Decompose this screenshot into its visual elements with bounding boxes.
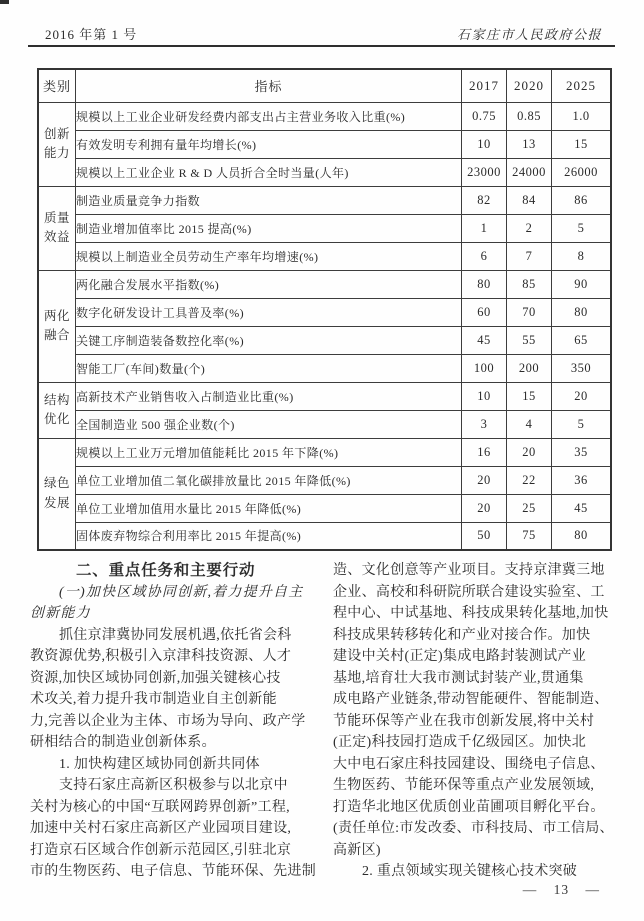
- gazette-title: 石家庄市人民政府公报: [456, 27, 602, 42]
- body-text-line: 教资源优势,积极引入京津科技资源、人才: [30, 649, 292, 664]
- value-cell: 55: [507, 326, 552, 354]
- value-cell: 20: [462, 466, 507, 494]
- indicator-cell: 关键工序制造装备数控化率(%): [76, 326, 462, 354]
- value-cell: 35: [552, 438, 612, 466]
- body-text-line: 生物医药、节能环保等重点产业发展领域,: [333, 778, 595, 793]
- value-cell: 5: [552, 410, 612, 438]
- indicator-cell: 全国制造业 500 强企业数(个): [76, 410, 462, 438]
- indicator-cell: 单位工业增加值用水量比 2015 年降低(%): [76, 494, 462, 522]
- table-header-row: [38, 69, 611, 102]
- body-text-line: 术攻关,着力提升我市制造业自主创新能: [30, 692, 277, 707]
- issue-number: 2016 年第 1 号: [45, 27, 138, 42]
- value-cell: 25: [507, 494, 552, 522]
- body-text-line: 1. 加快构建区域协同创新共同体: [59, 756, 260, 772]
- body-text-line: 基地,培育壮大我市测试封装产业,贯通集: [333, 670, 584, 686]
- indicator-cell: 规模以上制造业全员劳动生产率年均增速(%): [76, 242, 462, 270]
- value-cell: 3: [462, 410, 507, 438]
- category-cell: 两化融合: [38, 270, 76, 382]
- indicator-row: [38, 186, 611, 214]
- value-cell: 50: [462, 522, 507, 550]
- indicator-row: [38, 354, 611, 382]
- value-cell: 200: [507, 354, 552, 382]
- value-cell: 20: [552, 382, 612, 410]
- body-text-line: 资源,加快区域协同创新,加强关键核心技: [30, 670, 281, 686]
- value-cell: 75: [507, 522, 552, 550]
- value-cell: 100: [462, 354, 507, 382]
- value-cell: 20: [462, 494, 507, 522]
- body-text-line: 2. 重点领域实现关键核心技术突破: [362, 864, 578, 879]
- indicator-cell: 两化融合发展水平指数(%): [76, 270, 462, 298]
- value-cell: 7: [507, 242, 552, 270]
- indicator-cell: 智能工厂(车间)数量(个): [76, 354, 462, 382]
- value-cell: 15: [507, 382, 552, 410]
- body-text-line: 研相结合的制造业创新体系。: [30, 735, 216, 750]
- value-cell: 86: [552, 186, 612, 214]
- body-text-line: 支持石家庄高新区积极参与以北京中: [59, 778, 288, 793]
- indicator-cell: 固体废弃物综合利用率比 2015 年提高(%): [76, 522, 462, 550]
- indicator-cell: 制造业质量竞争力指数: [76, 186, 462, 214]
- indicator-cell: 规模以上工业万元增加值能耗比 2015 年下降(%): [76, 438, 462, 466]
- body-text-line: 成电路产业链条,带动智能硬件、智能制造、: [333, 692, 609, 707]
- value-cell: 36: [552, 466, 612, 494]
- indicator-row: [38, 410, 611, 438]
- value-cell: 80: [462, 270, 507, 298]
- value-cell: 90: [552, 270, 612, 298]
- indicator-row: [38, 494, 611, 522]
- indicator-row: [38, 214, 611, 242]
- value-cell: 45: [462, 326, 507, 354]
- value-cell: 1: [462, 214, 507, 242]
- value-cell: 45: [552, 494, 612, 522]
- body-text-line: 关村为核心的中国“互联网跨界创新”工程,: [30, 799, 290, 815]
- page-footer: [523, 882, 600, 898]
- indicator-row: [38, 130, 611, 158]
- right-text-column: [333, 560, 614, 883]
- value-cell: 65: [552, 326, 612, 354]
- value-cell: 10: [462, 130, 507, 158]
- col-header-year-2017: 2017: [462, 69, 507, 102]
- body-text-line: 造、文化创意等产业项目。支持京津冀三地: [333, 563, 605, 578]
- body-text-line: 加速中关村石家庄高新区产业园项目建设,: [30, 821, 292, 836]
- indicator-row: [38, 242, 611, 270]
- scan-artifact-mark: [0, 0, 9, 4]
- section-heading-line: 二、重点任务和主要行动: [76, 562, 256, 579]
- value-cell: 10: [462, 382, 507, 410]
- category-cell: 创新能力: [38, 102, 76, 186]
- value-cell: 4: [507, 410, 552, 438]
- value-cell: 350: [552, 354, 612, 382]
- value-cell: 80: [552, 298, 612, 326]
- body-text-line: 程中心、中试基地、科技成果转化基地,加快: [333, 606, 609, 621]
- value-cell: 0.85: [507, 102, 552, 130]
- indicator-cell: 单位工业增加值二氧化碳排放量比 2015 年降低(%): [76, 466, 462, 494]
- table-body: [38, 102, 611, 550]
- body-text-line: 大中电石家庄科技园建设、围绕电子信息、: [333, 756, 605, 772]
- indicator-row: [38, 158, 611, 186]
- indicator-row: [38, 102, 611, 130]
- value-cell: 85: [507, 270, 552, 298]
- body-text-line: 企业、高校和科研院所联合建设实验室、工: [333, 584, 605, 600]
- col-header-indicator: 指标: [76, 69, 462, 102]
- value-cell: 5: [552, 214, 612, 242]
- body-text-line: 科技成果转移转化和产业对接合作。加快: [333, 627, 591, 643]
- value-cell: 80: [552, 522, 612, 550]
- running-header: [45, 24, 602, 43]
- value-cell: 26000: [552, 158, 612, 186]
- value-cell: 13: [507, 130, 552, 158]
- value-cell: 22: [507, 466, 552, 494]
- indicator-cell: 数字化研发设计工具普及率(%): [76, 298, 462, 326]
- indicator-cell: 有效发明专利拥有量年均增长(%): [76, 130, 462, 158]
- body-text-line: 抓住京津冀协同发展机遇,依托省会科: [59, 627, 292, 643]
- indicator-row: [38, 298, 611, 326]
- indicator-row: [38, 466, 611, 494]
- indicator-cell: 规模以上工业企业研发经费内部支出占主营业务收入比重(%): [76, 102, 462, 130]
- col-header-category: 类别: [38, 69, 76, 102]
- value-cell: 1.0: [552, 102, 612, 130]
- body-text-line: (正定)科技园打造成千亿级园区。加快北: [333, 735, 587, 750]
- body-text-line: 市的生物医药、电子信息、节能环保、先进制: [30, 864, 316, 879]
- body-text-line: 力,完善以企业为主体、市场为导向、政产学: [30, 713, 306, 729]
- value-cell: 0.75: [462, 102, 507, 130]
- value-cell: 60: [462, 298, 507, 326]
- body-text-line: (责任单位:市发改委、市科技局、市工信局、: [333, 821, 614, 836]
- page-number: — 13 —: [522, 882, 600, 897]
- indicator-row: [38, 438, 611, 466]
- body-text-line: 节能环保等产业在我市创新发展,将中关村: [333, 713, 595, 729]
- value-cell: 8: [552, 242, 612, 270]
- value-cell: 6: [462, 242, 507, 270]
- value-cell: 15: [552, 130, 612, 158]
- table-header: [38, 69, 611, 102]
- body-text-line: 高新区): [333, 842, 381, 858]
- value-cell: 70: [507, 298, 552, 326]
- value-cell: 20: [507, 438, 552, 466]
- body-text-line: 建设中关村(正定)集成电路封装测试产业: [333, 649, 587, 664]
- col-header-year-2020: 2020: [507, 69, 552, 102]
- indicator-row: [38, 270, 611, 298]
- value-cell: 24000: [507, 158, 552, 186]
- value-cell: 23000: [462, 158, 507, 186]
- value-cell: 16: [462, 438, 507, 466]
- indicator-cell: 高新技术产业销售收入占制造业比重(%): [76, 382, 462, 410]
- header-rule: [28, 45, 615, 47]
- value-cell: 82: [462, 186, 507, 214]
- subsection-heading-line: 创新能力: [30, 606, 91, 621]
- indicator-cell: 规模以上工业企业 R & D 人员折合全时当量(人年): [76, 158, 462, 186]
- indicators-table: [37, 68, 612, 551]
- left-text-column: [30, 560, 316, 883]
- category-cell: 质量效益: [38, 186, 76, 270]
- col-header-year-2025: 2025: [552, 69, 612, 102]
- body-text-line: 打造华北地区优质创业苗圃项目孵化平台。: [333, 799, 605, 815]
- subsection-heading-line: (一)加快区域协同创新,着力提升自主: [59, 584, 304, 600]
- body-text-line: 打造京石区域合作创新示范园区,引驻北京: [30, 842, 292, 858]
- two-column-text: [30, 560, 614, 883]
- indicator-row: [38, 522, 611, 550]
- indicator-row: [38, 326, 611, 354]
- value-cell: 2: [507, 214, 552, 242]
- category-cell: 结构优化: [38, 382, 76, 438]
- indicator-row: [38, 382, 611, 410]
- category-cell: 绿色发展: [38, 438, 76, 550]
- value-cell: 84: [507, 186, 552, 214]
- indicator-cell: 制造业增加值率比 2015 提高(%): [76, 214, 462, 242]
